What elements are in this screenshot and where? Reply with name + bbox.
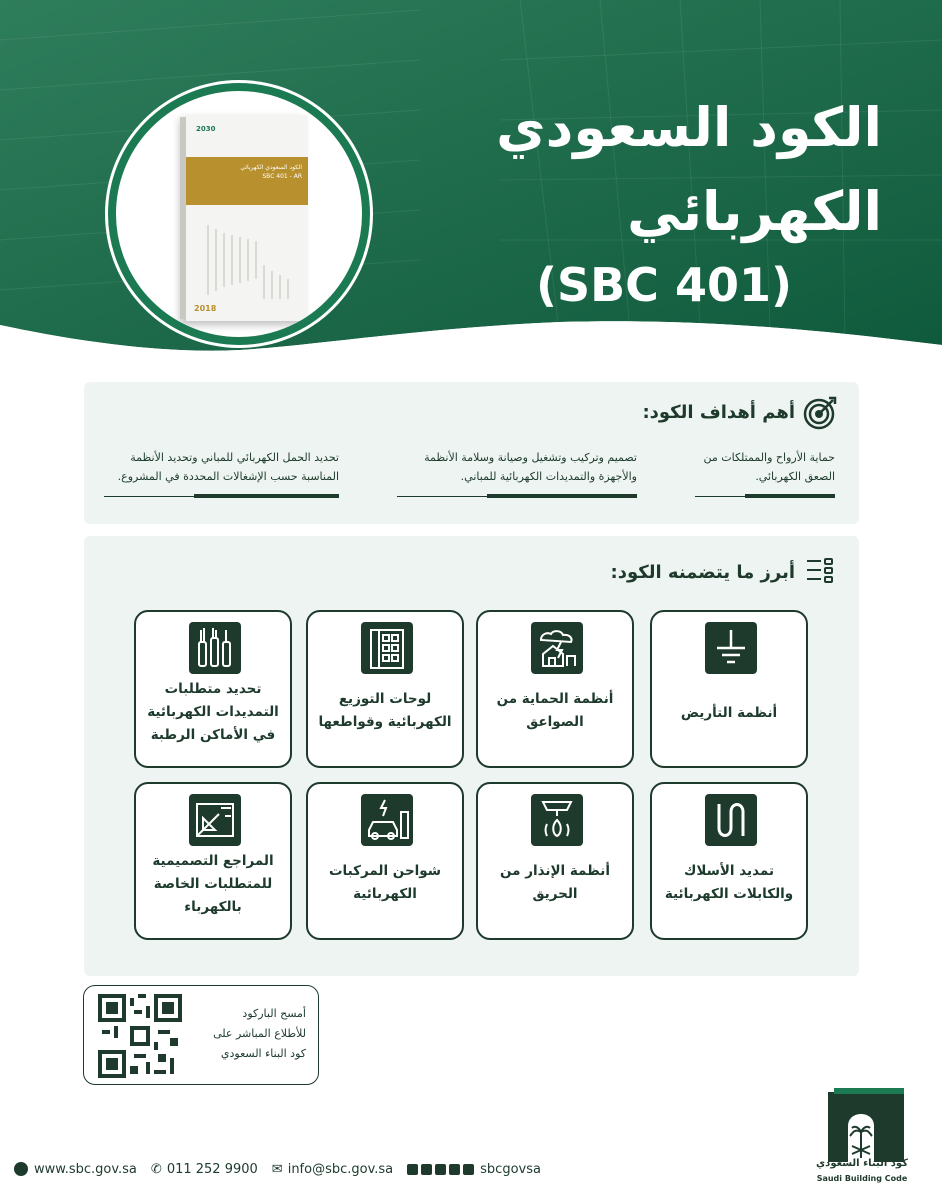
card-wire-routing — [650, 782, 808, 940]
vision-2030-logo: 2030 — [196, 125, 216, 133]
hero-title-code: (SBC 401) — [535, 258, 792, 312]
qr-instructions — [186, 1004, 306, 1064]
goal-underline-thin — [695, 496, 745, 497]
goal-item-3 — [99, 448, 339, 486]
card-design-references-label: المراجع التصميمية للمتطلبات الخاصة بالكهرباء — [152, 853, 274, 915]
goal-item-3-text: تحديد الحمل الكهربائي للمباني وتحديد الأنظمة المناسبة حسب الإشغالات المحددة في المشروع. — [117, 451, 339, 483]
card-distribution-panels — [306, 610, 464, 768]
social-handle[interactable]: sbcgovsa — [480, 1161, 541, 1177]
card-lightning-protection-label: أنظمة الحماية من الصواعق — [496, 691, 614, 730]
book-cover-frame — [108, 83, 370, 345]
goal-underline-thin — [397, 496, 487, 497]
goal-item-2-text: تصميم وتركيب وتشغيل وصيانة وسلامة الأنظمة والأجهزة والتمديدات الكهربائية للمباني. — [424, 451, 637, 483]
card-ev-chargers-label: شواحن المركبات الكهربائية — [328, 863, 442, 902]
hero-title-line1: الكود السعودي — [496, 96, 882, 159]
youtube-icon[interactable] — [435, 1164, 446, 1175]
logo-text-arabic: كود البناء السعودي — [816, 1158, 908, 1169]
fire-alarm-icon — [531, 794, 583, 846]
goal-item-1-text: حماية الأرواح والممتلكات من الصعق الكهربائي. — [703, 451, 835, 483]
email-icon: ✉ — [271, 1161, 283, 1177]
target-icon — [803, 396, 837, 430]
card-wire-routing-label: تمديد الأسلاك والكابلات الكهربائية — [664, 863, 794, 902]
footer-contact-bar — [0, 1154, 560, 1184]
card-design-references — [134, 782, 292, 940]
qr-line2: للأطلاع المباشر على — [213, 1027, 306, 1040]
qr-code[interactable] — [98, 994, 182, 1078]
linkedin-icon[interactable] — [463, 1164, 474, 1175]
facebook-icon[interactable] — [421, 1164, 432, 1175]
social-icons — [407, 1164, 474, 1175]
card-wet-locations-label: تحديد متطلبات التمديدات الكهربائية في الأماكن الرطبة — [147, 681, 279, 743]
distribution-panel-icon — [361, 622, 413, 674]
card-grounding-label: أنظمة التأريض — [680, 705, 778, 721]
qr-code-box[interactable] — [83, 985, 319, 1085]
book-spine — [180, 117, 186, 319]
x-icon[interactable] — [407, 1164, 418, 1175]
globe-icon — [14, 1162, 28, 1176]
goal-underline — [194, 494, 339, 498]
lightning-house-icon — [531, 622, 583, 674]
goal-item-1 — [685, 448, 835, 486]
card-lightning-protection — [476, 610, 634, 768]
goals-panel — [84, 382, 859, 524]
card-distribution-panels-label: لوحات التوزيع الكهربائية وقواطعها — [318, 691, 452, 730]
goal-item-2 — [387, 448, 637, 486]
ev-charger-icon — [361, 794, 413, 846]
email-link[interactable]: info@sbc.gov.sa — [287, 1161, 394, 1177]
card-fire-alarm — [476, 782, 634, 940]
phone-icon: ✆ — [150, 1161, 162, 1177]
goal-underline — [745, 494, 835, 498]
instagram-icon[interactable] — [449, 1164, 460, 1175]
list-icon — [805, 556, 835, 586]
goals-title: أهم أهداف الكود: — [642, 402, 795, 423]
book-cover-image — [186, 115, 308, 321]
logo-text-english: Saudi Building Code — [816, 1174, 908, 1183]
phone-number[interactable]: 011 252 9900 — [166, 1161, 258, 1177]
contents-title: أبرز ما يتضمنه الكود: — [610, 562, 795, 583]
wire-routing-icon — [705, 794, 757, 846]
card-wet-locations — [134, 610, 292, 768]
book-cover-title: الكود السعودي الكهربائي — [240, 164, 302, 171]
grounding-icon — [705, 622, 757, 674]
book-cover-code: SBC 401 - AR — [262, 173, 302, 180]
book-year: 2018 — [194, 304, 217, 313]
hero-title-line2: الكهربائي — [627, 180, 882, 243]
qr-line1: أمسح الباركود — [242, 1007, 306, 1020]
book-cover-text — [190, 163, 302, 181]
card-fire-alarm-label: أنظمة الإنذار من الحريق — [500, 863, 610, 902]
goal-underline-thin — [104, 496, 194, 497]
qr-line3: كود البناء السعودي — [220, 1047, 306, 1060]
website-link[interactable]: www.sbc.gov.sa — [34, 1161, 137, 1177]
hero-banner — [0, 0, 942, 372]
cables-icon — [189, 622, 241, 674]
card-ev-chargers — [306, 782, 464, 940]
goal-underline — [487, 494, 637, 498]
card-grounding — [650, 610, 808, 768]
design-references-icon — [189, 794, 241, 846]
book-cover-graphic — [198, 215, 298, 305]
